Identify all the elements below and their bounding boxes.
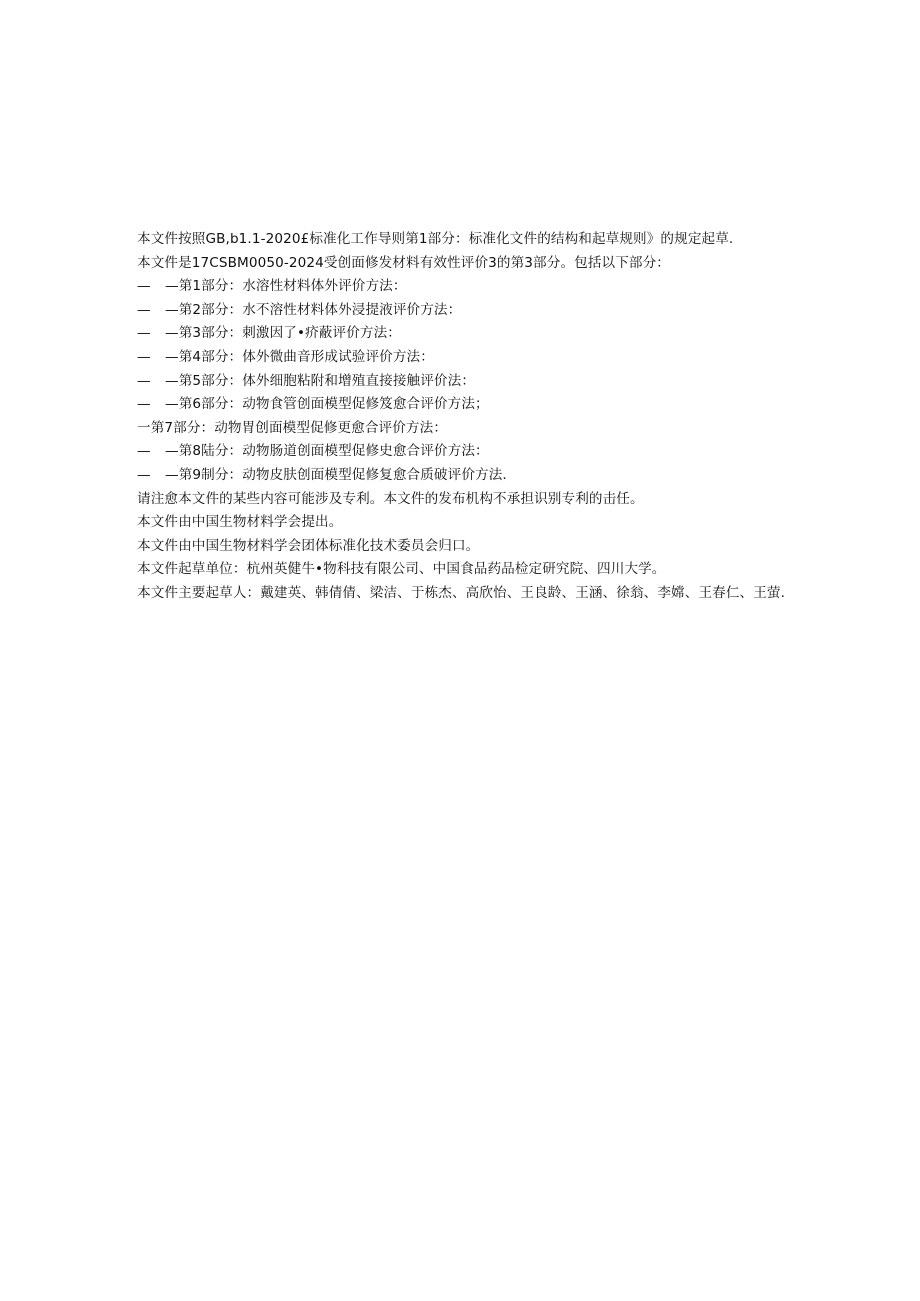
part-2-text: —第2部分：水不溶性材料体外浸提液评价方法： — [165, 301, 462, 318]
part-4-text: —第4部分：体外微曲音形成试验评价方法： — [165, 348, 434, 365]
part-list-item — [122, 440, 812, 464]
part-1-text: —第1部分：水溶性材料体外评价方法： — [165, 278, 407, 295]
dash-marker: — — [137, 396, 151, 413]
part-8-text: —第8陆分：动物肠道创面模型促修史愈合评价方法： — [165, 443, 489, 460]
foreword-body — [122, 228, 812, 606]
drafting-rules-statement: 本文件按照GB,b1.1-2020£标准化工作导则第1部分：标准化文件的结构和起草规则》的规定起草. — [137, 231, 734, 247]
drafting-units: 本文件起草单位：杭州英健牛•物科技有限公司、中国食品药品检定研究院、四川大学。 — [137, 561, 666, 578]
dash-marker: — — [137, 443, 151, 460]
part-list-item — [122, 393, 812, 417]
dash-marker: — — [137, 466, 151, 483]
part-list-item — [122, 299, 812, 323]
part-list-item — [122, 275, 812, 299]
centralizer-statement: 本文件由中国生物材料学会团体标准化技术委员会归口。 — [137, 537, 480, 554]
part-list-item — [122, 370, 812, 394]
part-3-text: —第3部分：刺激因了•疥蔽评价方法： — [165, 325, 401, 342]
dash-marker: — — [137, 301, 151, 318]
part-5-text: —第5部分：体外细胞粘附和增殖直接接触评价法： — [165, 372, 476, 389]
dash-marker: — — [137, 278, 151, 295]
series-statement: 本文件是17CSBM0050-2024受创面修发材料有效性评价3的第3部分。包括以下部分： — [137, 254, 670, 271]
part-list-item — [122, 322, 812, 346]
part-7-text: 一第7部分：动物胃创面模型促修更愈合评价方法： — [137, 419, 448, 436]
dash-marker: — — [137, 372, 151, 389]
part-list-item — [122, 464, 812, 488]
dash-marker: — — [137, 325, 151, 342]
patent-notice: 请注愈本文件的某些内容可能涉及专利。本文件的发布机构不承担识别专利的击任。 — [137, 490, 644, 507]
dash-marker: — — [137, 348, 151, 365]
part-9-text: —第9制分：动物皮肤创面模型促修复愈合质破评价方法. — [165, 466, 507, 483]
part-list-item — [122, 346, 812, 370]
proposer-statement: 本文件由中国生物材料学会提出。 — [137, 514, 343, 531]
part-6-text: —第6部分：动物食管创面模型促修笈愈合评价方法； — [165, 396, 489, 413]
drafters-list: 本文件主要起草人：戴建英、韩倩倩、梁洁、于栋杰、高欣怡、王良龄、王涵、徐翁、李嫦、王春仁、王萤. — [137, 584, 786, 601]
